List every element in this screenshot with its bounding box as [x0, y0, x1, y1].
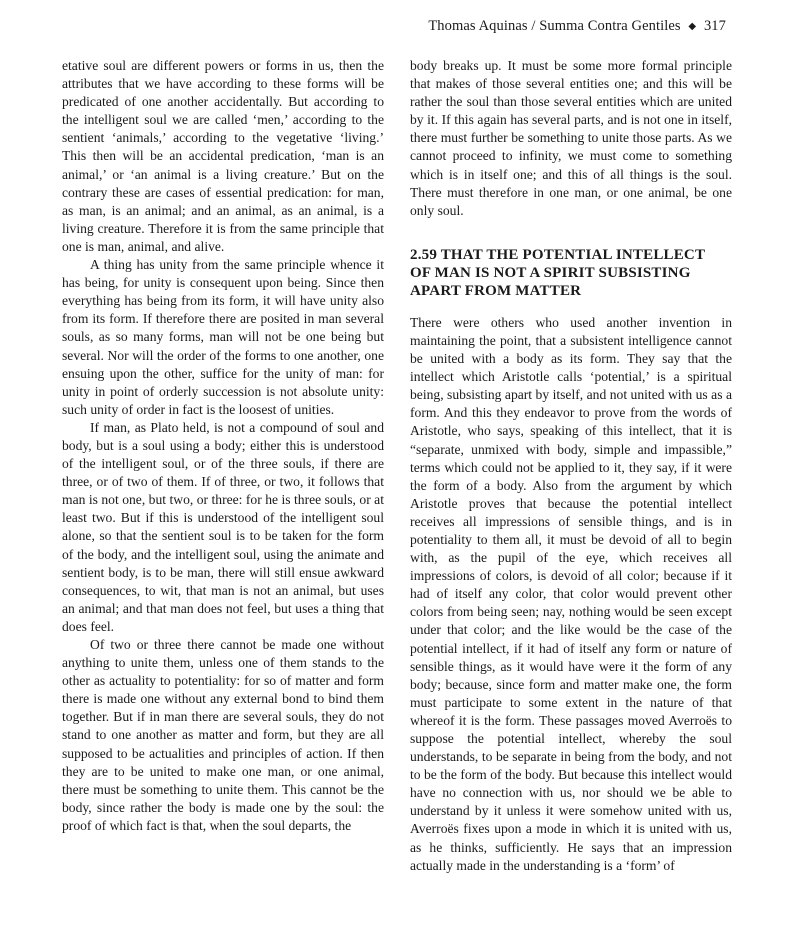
paragraph: body breaks up. It must be some more formal principle that makes of those several entities one; and this will be rather the soul than those several entities which are united by it. If this again has several parts, and is not one in itself, there must further be something to unite those parts. As we cannot proceed to infinity, we must come to something which is in itself one; and this of all things is the soul. There must therefore in one man, or one animal, be one only soul. — [410, 58, 732, 218]
section-heading-line: OF MAN IS NOT A SPIRIT SUBSISTING — [410, 264, 691, 281]
left-column — [62, 57, 384, 835]
page-number: 317 — [703, 18, 726, 34]
paragraph: Of two or three there cannot be made one without anything to unite them, unless one of them stands to the other as actuality to potentiality: for so of matter and form there is made one without any external bond to bind them together. But if in man there are several souls, they do not stand to one another as matter and form, but they are all supposed to be actualities and principles of action. If then they are to be united to make one man, or one animal, there must be something to unite them. This cannot be the body, since rather the body is made one by the soul: the proof of which fact is that, when the soul departs, the — [62, 637, 384, 833]
ornament-diamond-icon: ◆ — [688, 21, 697, 32]
running-head — [428, 18, 726, 35]
paragraph: If man, as Plato held, is not a compound of soul and body, but is a soul using a body; either this is understood of the intelligent soul, or of the three souls, if there are three, or of two of them. If of three, or two, it follows that man is not one, but two, or three: for he is three souls, or at least two. But if this is understood of the intelligent soul alone, so that the sentient soul is to be taken for the form of the body, and the intelligent soul, using the animate and sentient body, is to be man, there will still ensue awkward consequences, to wit, that man is not an animal, but uses an animal; and that man does not feel, but uses a thing that does feel. — [62, 419, 384, 634]
section-heading-line: 2.59 THAT THE POTENTIAL INTELLECT — [410, 246, 706, 263]
section-heading — [410, 246, 732, 300]
paragraph: etative soul are different powers or forms in us, then the attributes that we have according to these forms will be predicated of one another accidentally. But according to the intelligent soul we are called ‘men,’ according to the sentient ‘animals,’ according to the vegetative ‘living.’ This then will be an accidental predication, ‘man is an animal,’ or ‘an animal is a living creature.’ But on the contrary these are cases of essential predication: for man, as man, is an animal; and an animal, as an animal, is a living creature. Therefore it is from the same principle that one is man, animal, and alive. — [62, 58, 384, 254]
running-head-author: Thomas Aquinas — [428, 18, 528, 34]
running-head-separator: / — [531, 18, 536, 34]
paragraph: There were others who used another invention in maintaining the point, that a subsistent intelligence cannot be united with a body as its form. They say that the intellect which Aristotle calls ‘potential,’ is a spiritual being, subsisting apart by itself, and not united with us as a form. And this they endeavor to prove from the words of Aristotle, who says, speaking of this intellect, that it is “separate, unmixed with body, simple and impassible,” terms which could not be applied to it, they say, if it were the form of a body. Also from the argument by which Aristotle proves that because the potential intellect receives all impressions of sensible things, and is in potentiality to them all, it must be devoid of all to begin with, as the pupil of the eye, which receives all impressions of colors, is devoid of all color; because if it had of itself any color, that color would prevent other colors from being seen; nay, nothing would be seen except under that color; and the like would be the case of the potential intellect, if it had of itself any form or nature of sensible things, as it would have were it the form of any body; because, since form and matter make one, the form must participate to some extent in the nature of that whereof it is the form. These passages moved Averroës to suppose the potential intellect, whereby the soul understands, to be separate in being from the body, and not to be the form of the body. But because this intellect would have no connection with us, nor should we be able to understand by it unless it were somehow united with us, Averroës fixes upon a mode in which it is united with us, as he thinks, sufficiently. He says that an impression actually made in the understanding is a ‘form’ of — [410, 314, 732, 873]
section-heading-line: APART FROM MATTER — [410, 282, 582, 299]
right-column — [410, 57, 732, 875]
running-head-work: Summa Contra Gentiles — [539, 18, 681, 34]
paragraph: A thing has unity from the same principle whence it has being, for unity is consequent upon being. Since then everything has being from its form, it will have unity also from its form. If therefore there are posited in man several souls, as so many forms, man will not be one being but several. Nor will the order of the forms to one another, one ensuing upon the other, suffice for the unity of man: for unity in point of orderly succession is not absolute unity: such unity of order in fact is the loosest of unities. — [62, 257, 384, 417]
